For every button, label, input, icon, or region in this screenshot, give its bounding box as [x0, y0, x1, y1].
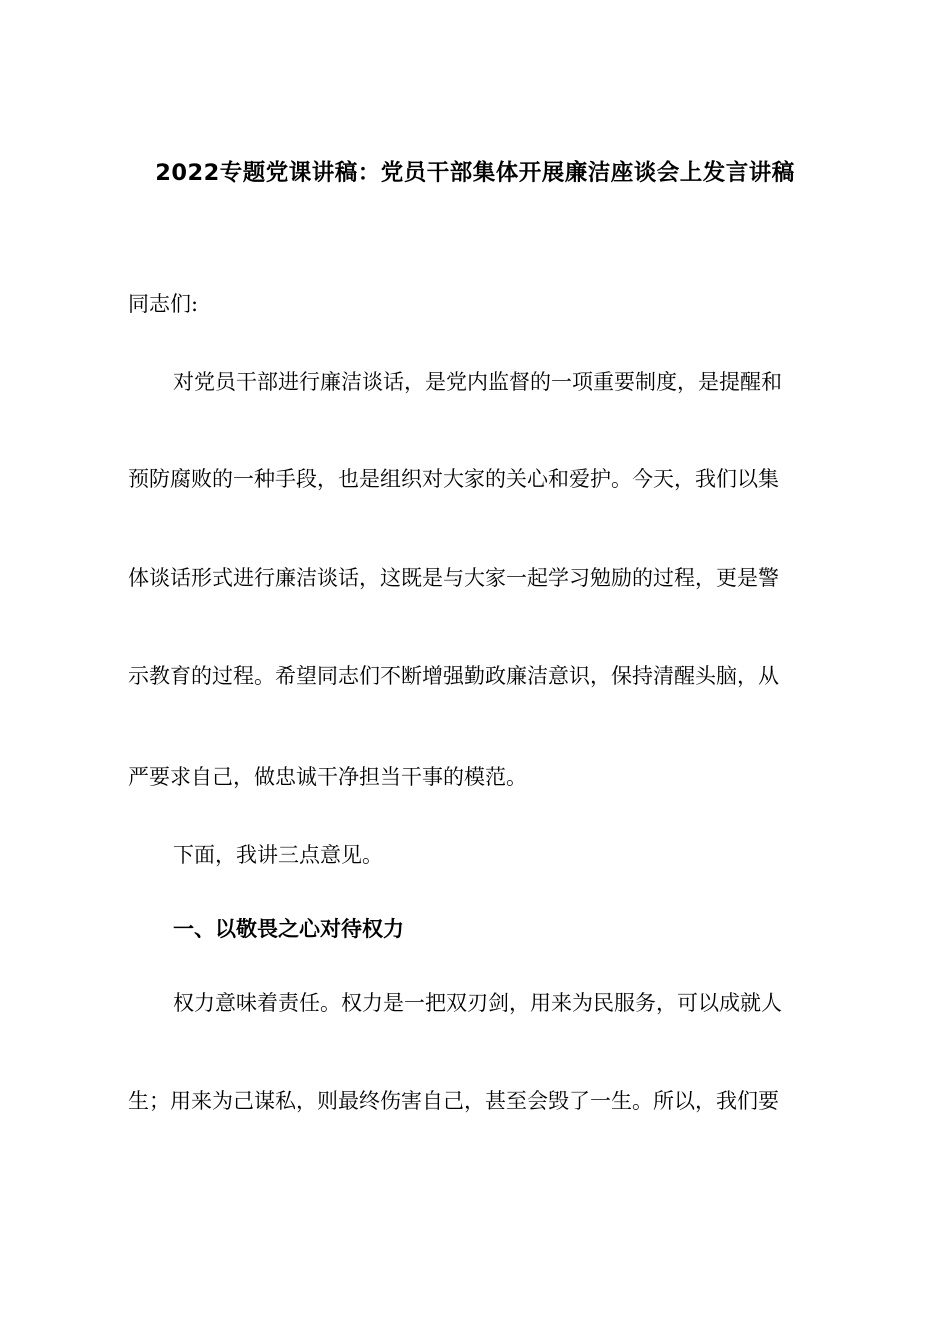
paragraph-3-line-1: 权力意味着责任。权力是一把双刃剑，用来为民服务，可以成就人 [173, 991, 782, 1015]
paragraph-1-line-1: 对党员干部进行廉洁谈话，是党内监督的一项重要制度，是提醒和 [173, 370, 782, 394]
paragraph-1-line-4: 示教育的过程。希望同志们不断增强勤政廉洁意识，保持清醒头脑，从 [128, 664, 779, 688]
paragraph-1-line-5: 严要求自己，做忠诚干净担当干事的模范。 [128, 765, 527, 789]
salutation: 同志们: [128, 292, 199, 316]
paragraph-3-line-2: 生；用来为己谋私，则最终伤害自己，甚至会毁了一生。所以，我们要 [128, 1089, 779, 1113]
paragraph-2-line-1: 下面，我讲三点意见。 [173, 843, 383, 867]
section-1-heading: 一、以敬畏之心对待权力 [173, 917, 404, 941]
document-title: 2022专题党课讲稿：党员干部集体开展廉洁座谈会上发言讲稿 [155, 160, 795, 186]
paragraph-1-line-3: 体谈话形式进行廉洁谈话，这既是与大家一起学习勉励的过程，更是警 [128, 566, 779, 590]
paragraph-1-line-2: 预防腐败的一种手段，也是组织对大家的关心和爱护。今天，我们以集 [128, 467, 779, 491]
